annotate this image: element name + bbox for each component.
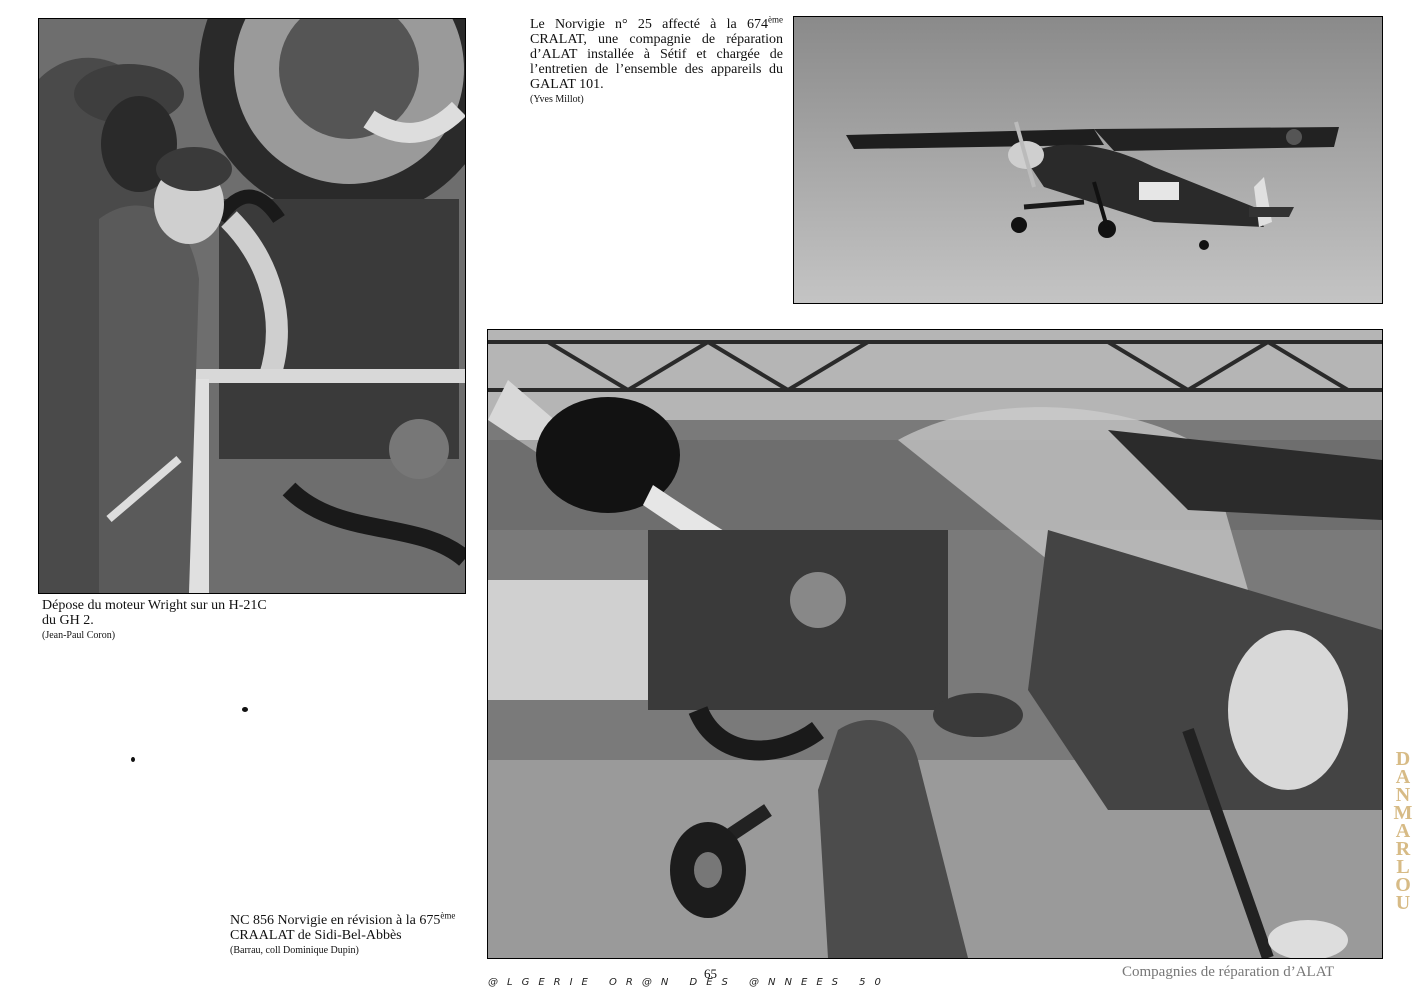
caption-hangar-line2: CRAALAT de Sidi-Bel-Abbès [230, 928, 402, 943]
flight-photo-graphic [794, 17, 1382, 303]
print-dot [131, 757, 135, 762]
caption-flight-text: Le Norvigie n° 25 affecté à la 674 [530, 17, 768, 32]
caption-flight-credit: (Yves Millot) [530, 94, 584, 105]
caption-mechanics-line2: du GH 2. [42, 613, 94, 628]
caption-flight-sup: ème [768, 14, 783, 25]
hangar-photo-graphic [488, 330, 1382, 958]
caption-hangar [230, 910, 488, 957]
print-dot [242, 707, 248, 712]
page-number: 65 [704, 966, 717, 981]
caption-mechanics-credit: (Jean-Paul Coron) [42, 630, 116, 641]
caption-flight [530, 14, 783, 106]
caption-flight-text-rest: CRALAT, une compagnie de réparation d’ALAT installée à Sétif et chargée de l’entretien de l’ensemble des appareils du GALAT 101. [530, 32, 783, 92]
footer-chapter-title: Compagnies de réparation d’ALAT [1122, 964, 1335, 980]
watermark: DANMARLOU [1393, 748, 1413, 914]
caption-mechanics [42, 598, 422, 642]
photo-hangar [487, 329, 1383, 959]
caption-hangar-line1: NC 856 Norvigie en révision à la 675 [230, 913, 441, 928]
caption-hangar-sup: ème [440, 910, 456, 921]
mechanics-photo-graphic [39, 19, 465, 593]
caption-mechanics-line1: Dépose du moteur Wright sur un H-21C [42, 598, 267, 613]
photo-plane-flight [793, 16, 1383, 304]
caption-hangar-credit: (Barrau, coll Dominique Dupin) [230, 945, 359, 956]
footer-running-title: @LGERIE OR@N DES @NNEES 50 [488, 977, 890, 988]
photo-mechanics [38, 18, 466, 594]
